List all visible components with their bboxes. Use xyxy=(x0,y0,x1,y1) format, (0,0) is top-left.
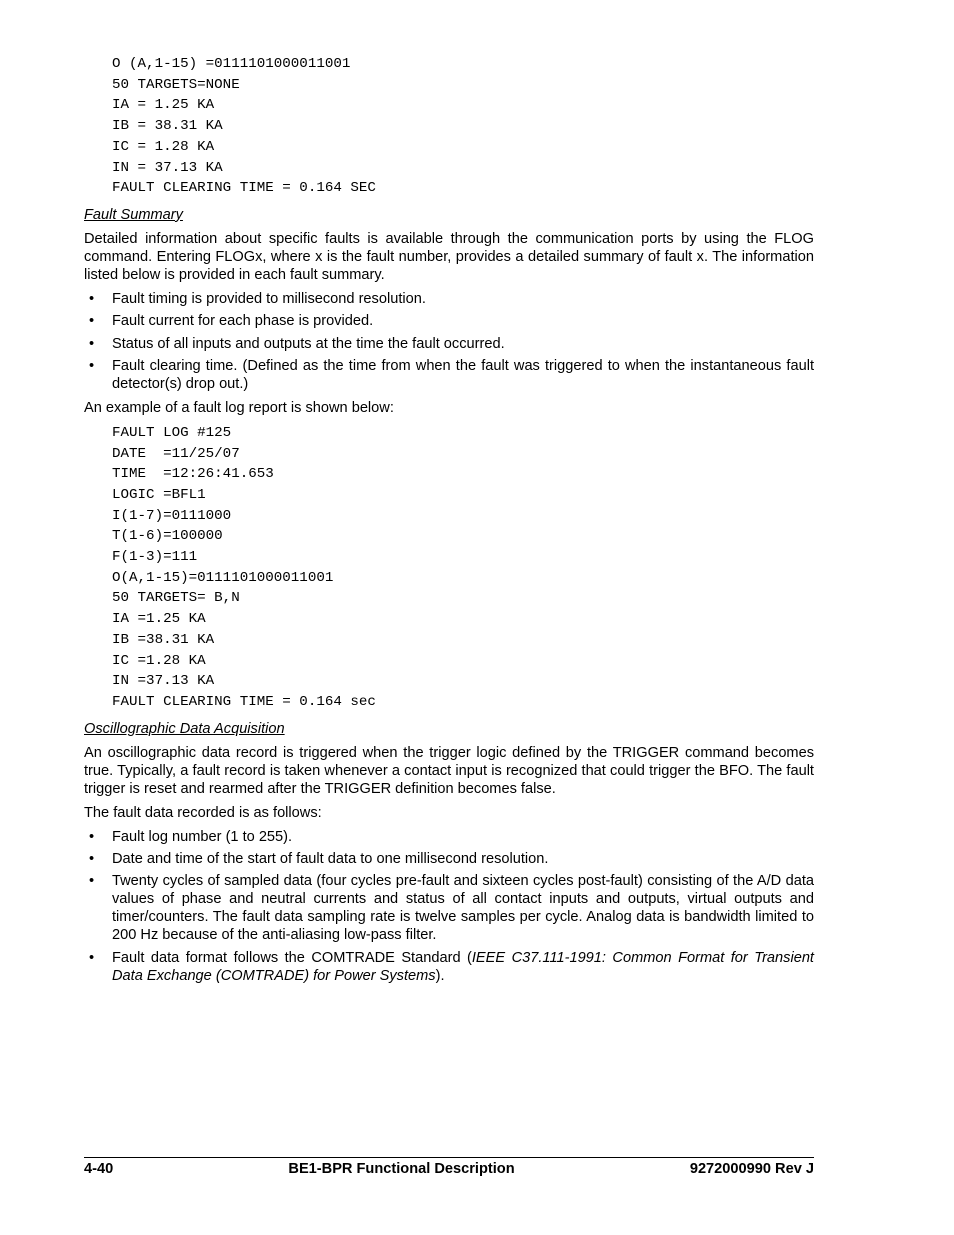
bullet-icon: • xyxy=(89,290,95,307)
page-content xyxy=(84,54,814,991)
code-line: IA =1.25 KA xyxy=(112,611,206,628)
bullet-icon: • xyxy=(89,873,95,890)
code-line: IC =1.28 KA xyxy=(112,652,206,669)
code-block-fault-report xyxy=(112,54,814,199)
list-item: • Fault clearing time. (Defined as the time from when the fault was triggered to when the instantaneous fault detector(s) drop out.) xyxy=(89,357,814,392)
fault-summary-bullet-list xyxy=(84,290,814,393)
code-line: FAULT CLEARING TIME = 0.164 SEC xyxy=(112,180,376,197)
bullet-icon: • xyxy=(89,850,95,867)
section-heading-oscillographic: Oscillographic Data Acquisition xyxy=(84,720,285,737)
bullet-icon: • xyxy=(89,828,95,845)
comtrade-standard-title: IEEE C37.111-1991: Common Format for Transient Data Exchange (COMTRADE) for Power Systems xyxy=(112,949,814,984)
bullet-icon: • xyxy=(89,357,95,374)
code-line: FAULT CLEARING TIME = 0.164 sec xyxy=(112,693,376,710)
list-item: • Twenty cycles of sampled data (four cycles pre-fault and sixteen cycles post-fault) consisting of the A/D data values of phase and neutral currents and status of all contact inputs and outputs, virtual outputs and timer/counters. The fault data sampling rate is twelve samples per cycle. Analog data is bandwidth limited to 200 Hz because of the anti-aliasing low-pass filter. xyxy=(89,873,814,944)
oscillographic-paragraph: An oscillographic data record is triggered when the trigger logic defined by the TRIGGER command becomes true. Typically, a fault record is taken whenever a contact input is recognized that could trigger the BFO. The fault trigger is reset and rearmed after the TRIGGER definition becomes false. xyxy=(84,744,814,797)
code-line: 50 TARGETS= B,N xyxy=(112,590,240,607)
bullet-icon: • xyxy=(89,313,95,330)
code-line: FAULT LOG #125 xyxy=(112,424,232,441)
document-number: 9272000990 Rev J xyxy=(689,1161,814,1177)
code-block-fault-log xyxy=(112,423,814,713)
footer-title: BE1-BPR Functional Description xyxy=(288,1161,515,1177)
fault-data-bullet-list xyxy=(84,828,814,985)
page-number: 4-40 xyxy=(84,1161,114,1177)
example-intro: An example of a fault log report is shown below: xyxy=(84,399,394,416)
fault-data-intro: The fault data recorded is as follows: xyxy=(84,804,322,821)
code-line: TIME =12:26:41.653 xyxy=(112,466,274,483)
code-line: LOGIC =BFL1 xyxy=(112,486,206,503)
code-line: O (A,1-15) =0111101000011001 xyxy=(112,56,351,72)
code-line: IA = 1.25 KA xyxy=(112,97,215,114)
code-line: IB = 38.31 KA xyxy=(112,118,223,135)
code-line: DATE =11/25/07 xyxy=(112,445,240,462)
code-line: I(1-7)=0111000 xyxy=(112,507,232,524)
list-item: • Fault log number (1 to 255). xyxy=(89,828,293,845)
bullet-icon: • xyxy=(89,949,95,966)
code-line: T(1-6)=100000 xyxy=(112,528,223,545)
list-item: • Fault timing is provided to millisecond resolution. xyxy=(89,290,426,307)
code-line: IC = 1.28 KA xyxy=(112,138,215,155)
list-item: • Date and time of the start of fault data to one millisecond resolution. xyxy=(89,850,549,867)
code-line: O(A,1-15)=0111101000011001 xyxy=(112,569,334,586)
section-heading-fault-summary: Fault Summary xyxy=(84,206,183,223)
list-item: • Fault current for each phase is provided. xyxy=(89,313,374,330)
code-line: IN =37.13 KA xyxy=(112,673,215,690)
code-line: IB =38.31 KA xyxy=(112,631,215,648)
bullet-icon: • xyxy=(89,335,95,352)
fault-summary-paragraph: Detailed information about specific faults is available through the communication ports by using the FLOG command. Entering FLOGx, where x is the fault number, provides a detailed summary of fault x. The information listed below is provided in each fault summary. xyxy=(84,230,814,283)
page-footer xyxy=(84,1157,814,1177)
code-line: 50 TARGETS=NONE xyxy=(112,76,240,93)
list-item: • Fault data format follows the COMTRADE Standard (IEEE C37.111-1991: Common Format for Transient Data Exchange (COMTRADE) for Power Systems). xyxy=(89,949,814,984)
list-item: • Status of all inputs and outputs at the time the fault occurred. xyxy=(89,335,505,352)
code-line: F(1-3)=111 xyxy=(112,549,198,566)
code-line: IN = 37.13 KA xyxy=(112,159,223,176)
